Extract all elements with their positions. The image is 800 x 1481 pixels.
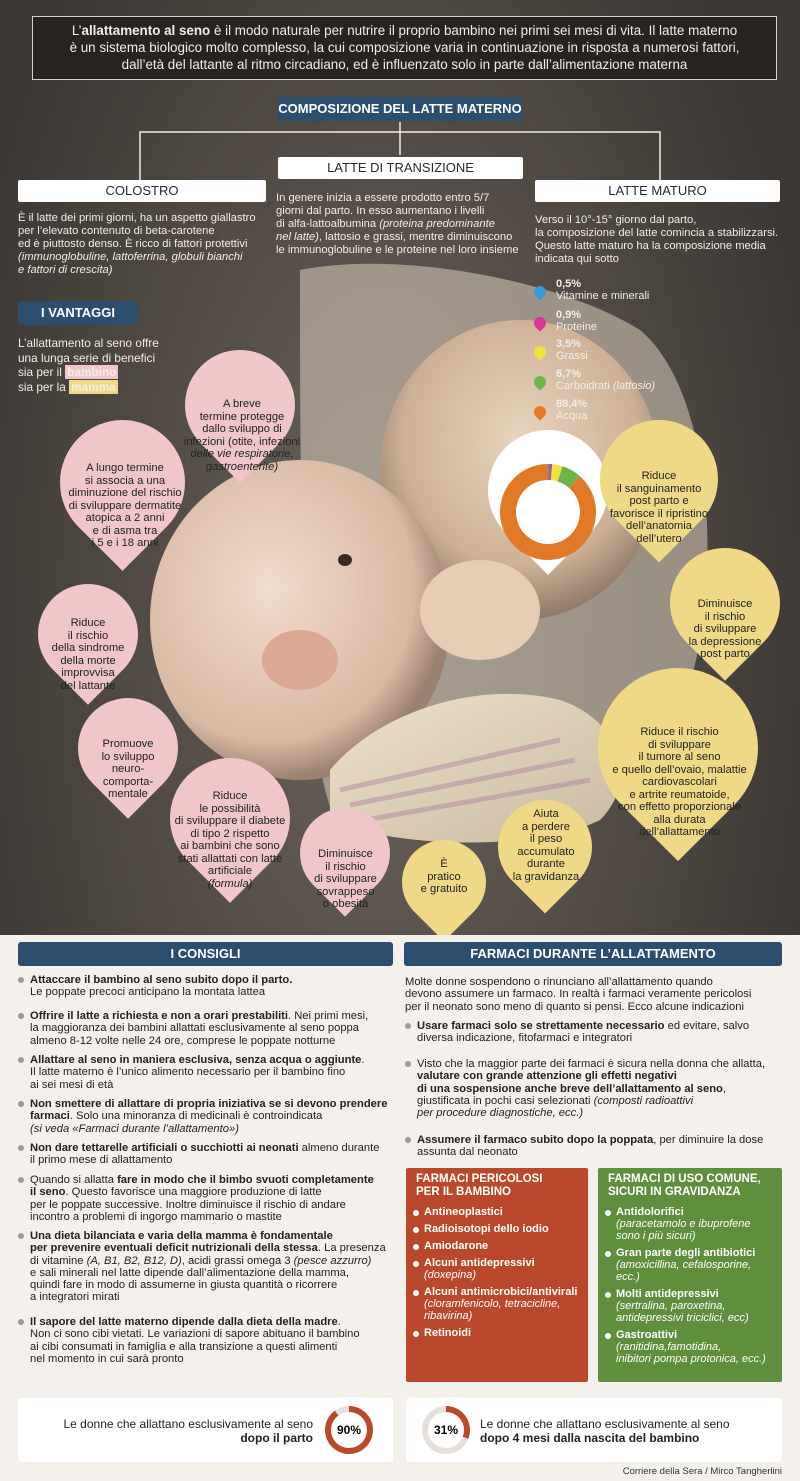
- list-item: Quando si allatta fare in modo che il bimbo svuoti completamente il seno. Questo favorisce una maggiore produzione di latte per le poppate successive. Inoltre diminuisce il rischio di andare incontro a problemi di ingorgo mammario o mastite: [30, 1174, 374, 1223]
- intro-highlight: allattamento al seno: [81, 23, 211, 38]
- vantaggi-title: I VANTAGGI: [18, 301, 138, 325]
- colostro-text: È il latte dei primi giorni, ha un aspetto giallastro per l’elevato contenuto di beta-carotene ed è piuttosto denso. È ricco di fattori protettivi (immunoglobuline, lattoferrina, globuli bianchi e fattori di crescita): [18, 212, 256, 276]
- ring-value: 31%: [433, 1423, 459, 1437]
- composition-item: 0,9% Proteine: [530, 309, 730, 333]
- bullet-icon: [18, 1101, 24, 1107]
- bullet-icon: [413, 1290, 419, 1296]
- list-item: Non smettere di allattare di propria iniziativa se si devono prendere farmaci. Solo una minoranza di medicinali è controindicata (si veda «Farmaci durante l’allattamento»): [30, 1098, 388, 1135]
- list-item: Usare farmaci solo se strettamente necessario ed evitare, salvo diversa indicazione, fitofarmaci e integratori: [417, 1020, 750, 1045]
- bullet-icon: [413, 1331, 419, 1337]
- drug-item: Antineoplastici: [406, 1204, 588, 1221]
- stat-left-ring: [323, 1404, 375, 1456]
- bullet-icon: [18, 1057, 24, 1063]
- maturo-text: Verso il 10°-15° giorno dal parto, la composizione del latte comincia a stabilizzarsi. Questo latte maturo ha la composizione media indicata qui sotto: [535, 214, 779, 265]
- bullet-icon: [405, 1137, 411, 1143]
- bullet-icon: [605, 1333, 611, 1339]
- bullet-icon: [605, 1251, 611, 1257]
- stat-left-text: Le donne che allattano esclusivamente al seno dopo il parto: [63, 1417, 313, 1445]
- bullet-icon: [413, 1210, 419, 1216]
- baby-benefit-text: Promuove lo sviluppo neuro- comporta- mentale: [101, 738, 155, 800]
- composition-item: 0,5% Vitamine e minerali: [530, 278, 730, 302]
- ring-value: 90%: [336, 1423, 362, 1437]
- list-item: Non dare tettarelle artificiali o succhiotti ai neonati almeno durante il primo mese di allattamento: [30, 1142, 380, 1167]
- stat-right-box: [406, 1398, 782, 1462]
- colostro-title: COLOSTRO: [18, 180, 266, 202]
- intro-box: L’allattamento al seno è il modo naturale per nutrire il proprio bambino nei primi sei mesi di vita. Il latte materno è un sistema biologico molto complesso, la cui composizione varia in continuazione in risposta a numerosi fattori, dall’età del lattante al ritmo circadiano, ed è influenzato solo in parte dall’alimentazione materna: [32, 16, 777, 80]
- donut-slice: [508, 472, 588, 552]
- drug-item: Alcuni antimicrobici/antivirali (cloramfenicolo, tetracicline, ribavirina): [406, 1284, 588, 1325]
- transizione-title: LATTE DI TRANSIZIONE: [278, 157, 523, 179]
- bullet-icon: [405, 1061, 411, 1067]
- farmaci-sicuri-box: [598, 1168, 782, 1382]
- transizione-text: In genere inizia a essere prodotto entro 5/7 giorni dal parto. In esso aumentano i livelli di alfa-lattoalbumina (proteina predominante nel latte), lattosio e grassi, mentre diminuiscono le immunoglobuline e le proteine nel loro insieme: [276, 192, 519, 256]
- drug-item: Amiodarone: [406, 1238, 588, 1255]
- consigli-title: I CONSIGLI: [18, 942, 393, 966]
- bullet-icon: [605, 1210, 611, 1216]
- baby-benefit-text: A breve termine protegge dallo sviluppo di infezioni (otite, infezioni delle vie respiratorie, gastroenterite): [183, 398, 301, 473]
- list-item: Attaccare il bambino al seno subito dopo il parto. Le poppate precoci anticipano la montata lattea: [30, 974, 293, 999]
- baby-benefit-text: Diminuisce il rischio di sviluppare sovrappeso o obesità: [314, 848, 377, 910]
- donut-slice: [560, 474, 575, 482]
- list-item: Visto che la maggior parte dei farmaci è sicura nella donna che allatta, valutare con grande attenzione gli effetti negativi di una sospensione anche breve dell’allattamento al seno, giustificata in pochi casi selezionati (composti radioattivi per procedure diagnostiche, ecc.): [417, 1058, 766, 1120]
- drug-item: Gastroattivi (ranitidina,famotidina, inibitori pompa protonica, ecc.): [598, 1327, 782, 1368]
- list-item: Assumere il farmaco subito dopo la poppata, per diminuire la dose assunta dal neonato: [417, 1134, 764, 1159]
- pericolosi-title: FARMACI PERICOLOSI PER IL BAMBINO: [416, 1173, 543, 1198]
- bullet-icon: [18, 1177, 24, 1183]
- composition-title: COMPOSIZIONE DEL LATTE MATERNO: [278, 97, 522, 121]
- drug-item: Antidolorifici (paracetamolo e ibuprofene sono i più sicuri): [598, 1204, 782, 1245]
- bullet-icon: [18, 1233, 24, 1239]
- drug-item: Molti antidepressivi (sertralina, paroxetina, antidepressivi triciclici, ecc): [598, 1286, 782, 1327]
- maturo-title: LATTE MATURO: [535, 180, 780, 202]
- baby-benefit-text: Riduce il rischio della sindrome della morte improvvisa del lattante: [51, 617, 125, 692]
- composition-item: 88,4% Acqua: [530, 398, 730, 422]
- bullet-icon: [413, 1261, 419, 1267]
- drug-item: Radioisotopi dello iodio: [406, 1221, 588, 1238]
- list-item: Una dieta bilanciata e varia della mamma è fondamentale per prevenire eventuali deficit nutrizionali della stessa. La presenza di vitamine (A, B1, B2, B12, D), acidi grassi omega 3 (pesce azzurro) e sali minerali nel latte dipende dall’alimentazione della mamma, quindi fare in modo di assumerne in giusta quantità o ricorrere a integratori mirati: [30, 1230, 386, 1304]
- bullet-icon: [605, 1292, 611, 1298]
- drop-icon: [532, 315, 549, 332]
- composition-donut-chart: [488, 452, 608, 572]
- farmaci-pericolosi-box: [406, 1168, 588, 1382]
- bullet-icon: [413, 1244, 419, 1250]
- drug-item: Gran parte degli antibiotici (amoxicillina, cefalosporine, ecc.): [598, 1245, 782, 1286]
- composition-item: 3,5% Grassi: [530, 338, 730, 362]
- list-item: Offrire il latte a richiesta e non a orari prestabiliti. Nei primi mesi, la maggioranza dei bambini allattati esclusivamente al seno poppa almeno 8-12 volte nelle 24 ore, comprese le poppate notturne: [30, 1010, 369, 1047]
- bullet-icon: [405, 1023, 411, 1029]
- drug-item: Retinoidi: [406, 1325, 588, 1342]
- stat-left-box: [18, 1398, 393, 1462]
- composition-item: 6,7% Carboidrati (lattosio): [530, 368, 730, 392]
- donut-slice: [552, 472, 561, 474]
- credit: Corriere della Sera / Mirco Tangherlini: [622, 1466, 782, 1477]
- bullet-icon: [18, 977, 24, 983]
- drop-icon: [532, 374, 549, 391]
- bullet-icon: [18, 1013, 24, 1019]
- stat-right-text: Le donne che allattano esclusivamente al seno dopo 4 mesi dalla nascita del bambino: [480, 1417, 730, 1445]
- vantaggi-intro: L’allattamento al seno offre una lunga serie di benefici sia per il bambino sia per la mamma: [18, 336, 159, 394]
- bullet-icon: [413, 1227, 419, 1233]
- mom-benefit-text: È pratico e gratuito: [420, 858, 468, 895]
- farmaci-title: FARMACI DURANTE L’ALLATTAMENTO: [404, 942, 782, 966]
- bambino-highlight: bambino: [67, 365, 117, 379]
- bullet-icon: [18, 1319, 24, 1325]
- farmaci-intro: Molte donne sospendono o rinunciano all’allattamento quando devono assumere un farmaco. In realtà i farmaci veramente pericolosi per il neonato sono meno di quanto si pensi. Ecco alcune indicazioni: [405, 976, 752, 1013]
- bullet-icon: [18, 1145, 24, 1151]
- mom-benefit-text: Riduce il sanguinamento post parto e favorisce il ripristino dell’anatomia dell’utero: [609, 470, 709, 545]
- drug-item: Alcuni antidepressivi (doxepina): [406, 1255, 588, 1284]
- mamma-highlight: mamma: [71, 379, 116, 394]
- drop-icon: [532, 344, 549, 361]
- stat-right-ring: [420, 1404, 472, 1456]
- sicuri-title: FARMACI DI USO COMUNE, SICURI IN GRAVIDANZA: [608, 1173, 761, 1198]
- mom-benefit-text: Diminuisce il rischio di sviluppare la depressione post parto: [688, 598, 762, 660]
- drop-icon: [532, 284, 549, 301]
- baby-benefit-text: A lungo termine si associa a una diminuzione del rischio di sviluppare dermatite atopica a 2 anni e di asma tra i 5 e i 18 anni: [68, 462, 182, 549]
- baby-benefit-text: Riduce le possibilità di sviluppare il diabete di tipo 2 rispetto ai bambini che sono stati allattati con latte artificiale (formula): [174, 790, 286, 890]
- list-item: Il sapore del latte materno dipende dalla dieta della madre. Non ci sono cibi vietati. Le variazioni di sapore abituano il bambino ai cibi consumati in famiglia e alla transizione a questi alimenti nel momento in cui sarà pronto: [30, 1316, 360, 1365]
- drop-icon: [532, 404, 549, 421]
- list-item: Allattare al seno in maniera esclusiva, senza acqua o aggiunte. Il latte materno è l’unico alimento necessario per il bambino fino ai sei mesi di età: [30, 1054, 365, 1091]
- mom-benefit-text: Riduce il rischio di sviluppare il tumore al seno e quello dell’ovaio, malattie cardiovascolari e artrite reumatoide, con effetto proporzionale alla durata dell’allattamento: [612, 726, 747, 838]
- mom-benefit-text: Aiuta a perdere il peso accumulato durante la gravidanza: [512, 808, 580, 883]
